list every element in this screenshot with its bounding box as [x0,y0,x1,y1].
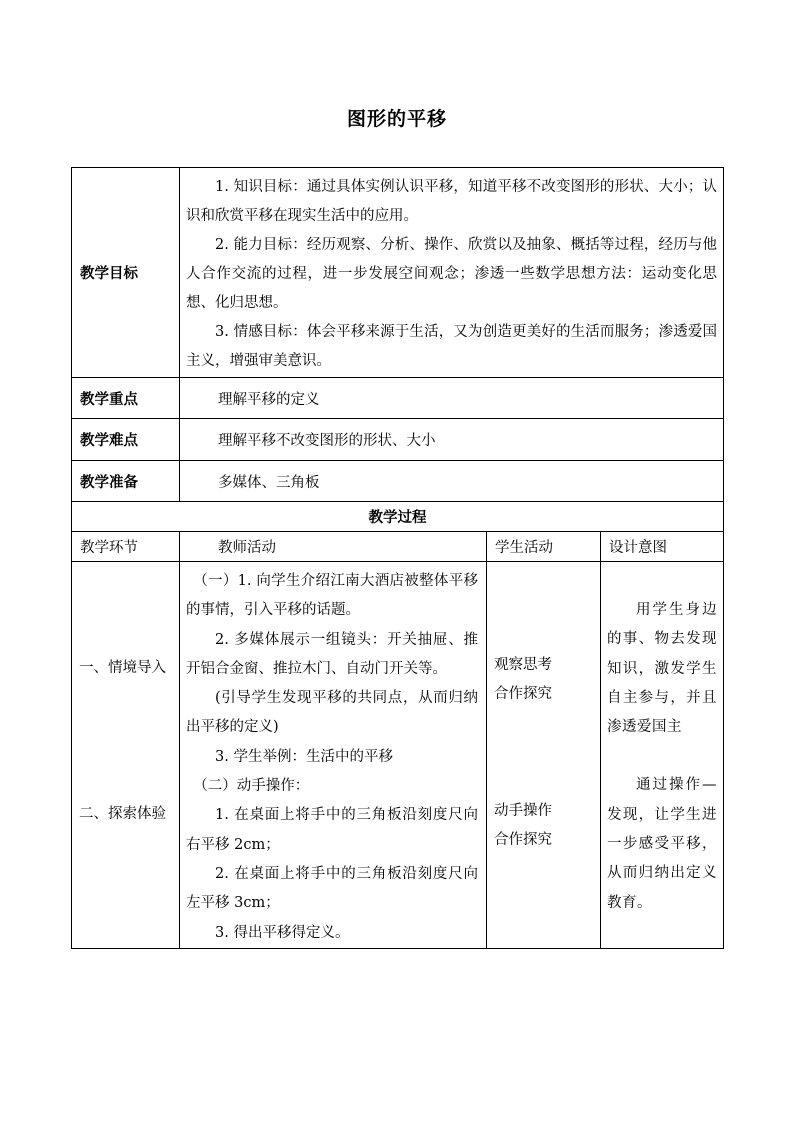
teacher-line: （二）动手操作： [193,778,310,795]
document-title: 图形的平移 [346,108,447,130]
goal-item: 3. 情感目标：体会平移来源于生活，又为创造更美好的生活而服务；渗透爱国主义，增强审美意识。 [186,324,718,369]
goal-item: 2. 能力目标：经历观察、分析、操作、欣赏以及抽象、概括等过程，经历与他人合作交流的过程，进一步发展空间观念；渗透一些数学思想方法：运动变化思想、化归思想。 [186,237,718,311]
process-column-headers [72,532,724,562]
difficulty-label: 教学难点 [72,419,180,461]
teacher-line: 2. 多媒体展示一组镜头：开关抽屉、推开铝合金窗、推拉木门、自动门开关等。 [186,631,478,677]
student-activity: 合作探究 [494,832,552,848]
teacher-activity-cell [180,562,487,949]
student-activity: 动手操作 [494,803,552,819]
key-point-value: 理解平移的定义 [180,378,724,419]
stage-label: 二、探索体验 [79,806,166,822]
key-point-row [72,378,724,419]
student-activity: 观察思考 [494,657,552,673]
difficulty-value: 理解平移不改变图形的形状、大小 [180,419,724,461]
key-point-label: 教学重点 [72,378,180,419]
stage-label: 一、情境导入 [79,660,166,676]
teacher-line: 3. 学生举例：生活中的平移 [215,748,393,765]
goals-row [72,168,724,378]
lesson-plan-table [71,167,724,949]
design-intent-cell [601,562,724,949]
teacher-line: 3. 得出平移得定义。 [215,924,350,941]
goals-label: 教学目标 [72,168,180,378]
column-header-teacher: 教师活动 [180,532,487,562]
teacher-line: 2. 在桌面上将手中的三角板沿刻度尺向左平移 3cm； [186,865,478,912]
preparation-value: 多媒体、三角板 [180,461,724,502]
preparation-label: 教学准备 [72,461,180,502]
goals-content [180,168,724,378]
stage-cell [72,562,180,949]
column-header-stage: 教学环节 [72,532,180,562]
process-heading: 教学过程 [72,502,724,532]
goal-item: 1. 知识目标：通过具体实例认识平移，知道平移不改变图形的形状、大小；认识和欣赏平移在现实生活中的应用。 [186,179,718,224]
difficulty-row [72,419,724,461]
process-heading-row [72,502,724,532]
design-intent: 用学生身边的事、物去发现知识，激发学生自主参与，并且渗透爱国主 [607,602,718,736]
preparation-row [72,461,724,502]
student-activity-cell [487,562,601,949]
design-intent: 通过操作—发现，让学生进一步感受平移，从而归纳出定义教育。 [607,777,718,911]
column-header-design: 设计意图 [601,532,724,562]
teacher-line: 1. 在桌面上将手中的三角板沿刻度尺向右平移 2cm； [186,807,478,853]
teacher-line: （一）1. 向学生介绍江南大酒店被整体平移的事情，引入平移的话题。 [186,573,478,619]
process-body-row [72,562,724,949]
teacher-line: (引导学生发现平移的共同点，从而归纳出平移的定义) [186,690,478,736]
student-activity: 合作探究 [494,686,552,702]
column-header-student: 学生活动 [487,532,601,562]
